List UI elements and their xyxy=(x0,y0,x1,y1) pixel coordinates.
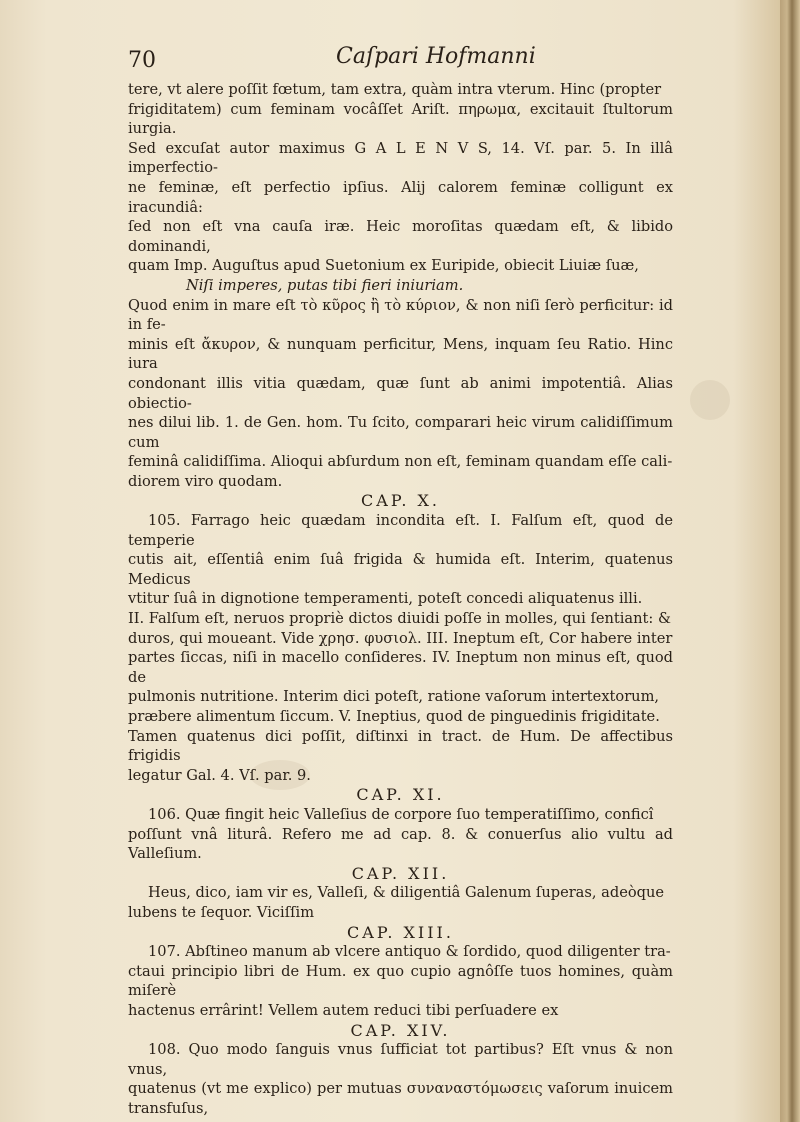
text-line: quam Imp. Auguſtus apud Suetonium ex Euripide, obiecit Liuiæ ſuæ, xyxy=(128,257,639,275)
chapter-heading: CAP. XI. xyxy=(356,785,445,805)
text-line: Sed excuſat autor maximus G A L E N V S, 14. Vſ. par. 5. In illâ imperfectio- xyxy=(128,139,673,177)
text-line: Heus, dico, iam vir es, Valleſi, & diligentiâ Galenum ſuperas, adeòque xyxy=(148,884,664,902)
text-line: hactenus errârint! Vellem autem reduci tibi perſuadere ex xyxy=(128,1001,559,1019)
text-line: præbere alimentum ſiccum. V. Ineptius, quod de pinguedinis frigiditate. xyxy=(128,708,660,725)
text-line: Quod enim in mare eſt τὸ κῦρος ἢ τὸ κύριον, & non niſi ſerò perficitur: id in fe- xyxy=(128,296,673,334)
page-body xyxy=(128,80,673,1118)
chapter-heading: CAP. XII. xyxy=(351,863,450,883)
text-line: feminâ calidiſſima. Alioqui abſurdum non eſt, feminam quandam eſſe cali- xyxy=(128,453,673,471)
text-line: minis eſt ἄκυρον, & nunquam perficitur, Mens, inquam ſeu Ratio. Hinc iura xyxy=(128,335,673,373)
chapter-heading: CAP. X. xyxy=(361,491,440,511)
running-head: Caſpari Hofmanni xyxy=(336,44,536,69)
text-line: diorem viro quodam. xyxy=(128,472,283,490)
page-edge xyxy=(780,0,800,1122)
text-line: tere, vt alere poſſit fœtum, tam extra, quàm intra vterum. Hinc (propter xyxy=(128,81,662,98)
text-line: legatur Gal. 4. Vſ. par. 9. xyxy=(128,766,311,784)
text-line: Tamen quatenus dici poſſit, diſtinxi in tract. de Hum. De affectibus frigidis xyxy=(128,727,673,765)
text-line: ctaui principio libri de Hum. ex quo cupio agnôſſe tuos homines, quàm miſerè xyxy=(128,962,673,1000)
text-line: lubens te ſequor. Viciſſim xyxy=(128,903,315,921)
text-line: vtitur ſuâ in dignotione temperamenti, poteſt concedi aliquatenus illi. xyxy=(128,590,643,608)
text-line: 107. Abſtineo manum ab vlcere antiquo & ſordido, quod diligenter tra- xyxy=(148,943,671,961)
text-line: ne feminæ, eſt perfectio ipſius. Alij calorem feminæ colligunt ex iracundiâ: xyxy=(128,178,673,216)
page-header xyxy=(128,44,688,74)
verse-quote: Niſi imperes, putas tibi fieri iniuriam. xyxy=(186,276,464,294)
text-line: frigiditatem) cum feminam vocâſſet Ariſt. πηρωμα, excitauit ſtultorum iurgia. xyxy=(128,100,673,138)
text-line: cutis ait, eſſentiâ enim ſuâ frigida & humida eſt. Interim, quatenus Medicus xyxy=(128,551,673,588)
text-line: partes ſiccas, niſi in macello conſideres. IV. Ineptum non minus eſt, quod de xyxy=(128,649,673,686)
text-line: nes dilui lib. 1. de Gen. hom. Tu ſcito, comparari heic virum calidiſſimum cum xyxy=(128,414,673,451)
text-line: II. Falſum eſt, neruos propriè dictos diuidi poſſe in molles, qui ſentiant: & xyxy=(128,610,671,628)
paper-stain xyxy=(690,380,730,420)
text-line: ſed non eſt vna cauſa iræ. Heic moroſitas quædam eſt, & libido dominandi, xyxy=(128,218,673,255)
chapter-heading: CAP. XIII. xyxy=(347,922,454,942)
chapter-heading: CAP. XIV. xyxy=(350,1020,451,1040)
text-line: 108. Quo modo ſanguis vnus ſufficiat tot partibus? Eſt vnus & non vnus, xyxy=(128,1041,673,1078)
page-number: 70 xyxy=(128,48,156,73)
text-line: pulmonis nutritione. Interim dici poteſt, ratione vaſorum intertextorum, xyxy=(128,688,660,706)
text-line: 105. Farrago heic quædam incondita eſt. I. Falſum eſt, quod de temperie xyxy=(128,512,673,549)
text-line: quatenus (vt me explico) per mutuas συναναστόμωσεις vaſorum inuicem transfuſus, xyxy=(128,1080,673,1117)
text-line: duros, qui moueant. Vide χρησ. φυσιολ. III. Ineptum eſt, Cor habere inter xyxy=(128,629,673,647)
text-line: poſſunt vnâ liturâ. Refero me ad cap. 8. & conuerſus alio vultu ad Valleſium. xyxy=(128,825,673,863)
text-line: condonant illis vitia quædam, quæ ſunt ab animi impotentiâ. Alias obiectio- xyxy=(128,374,673,412)
text-line: 106. Quæ fingit heic Valleſius de corpore ſuo temperatiſſimo, conficî xyxy=(148,805,654,823)
